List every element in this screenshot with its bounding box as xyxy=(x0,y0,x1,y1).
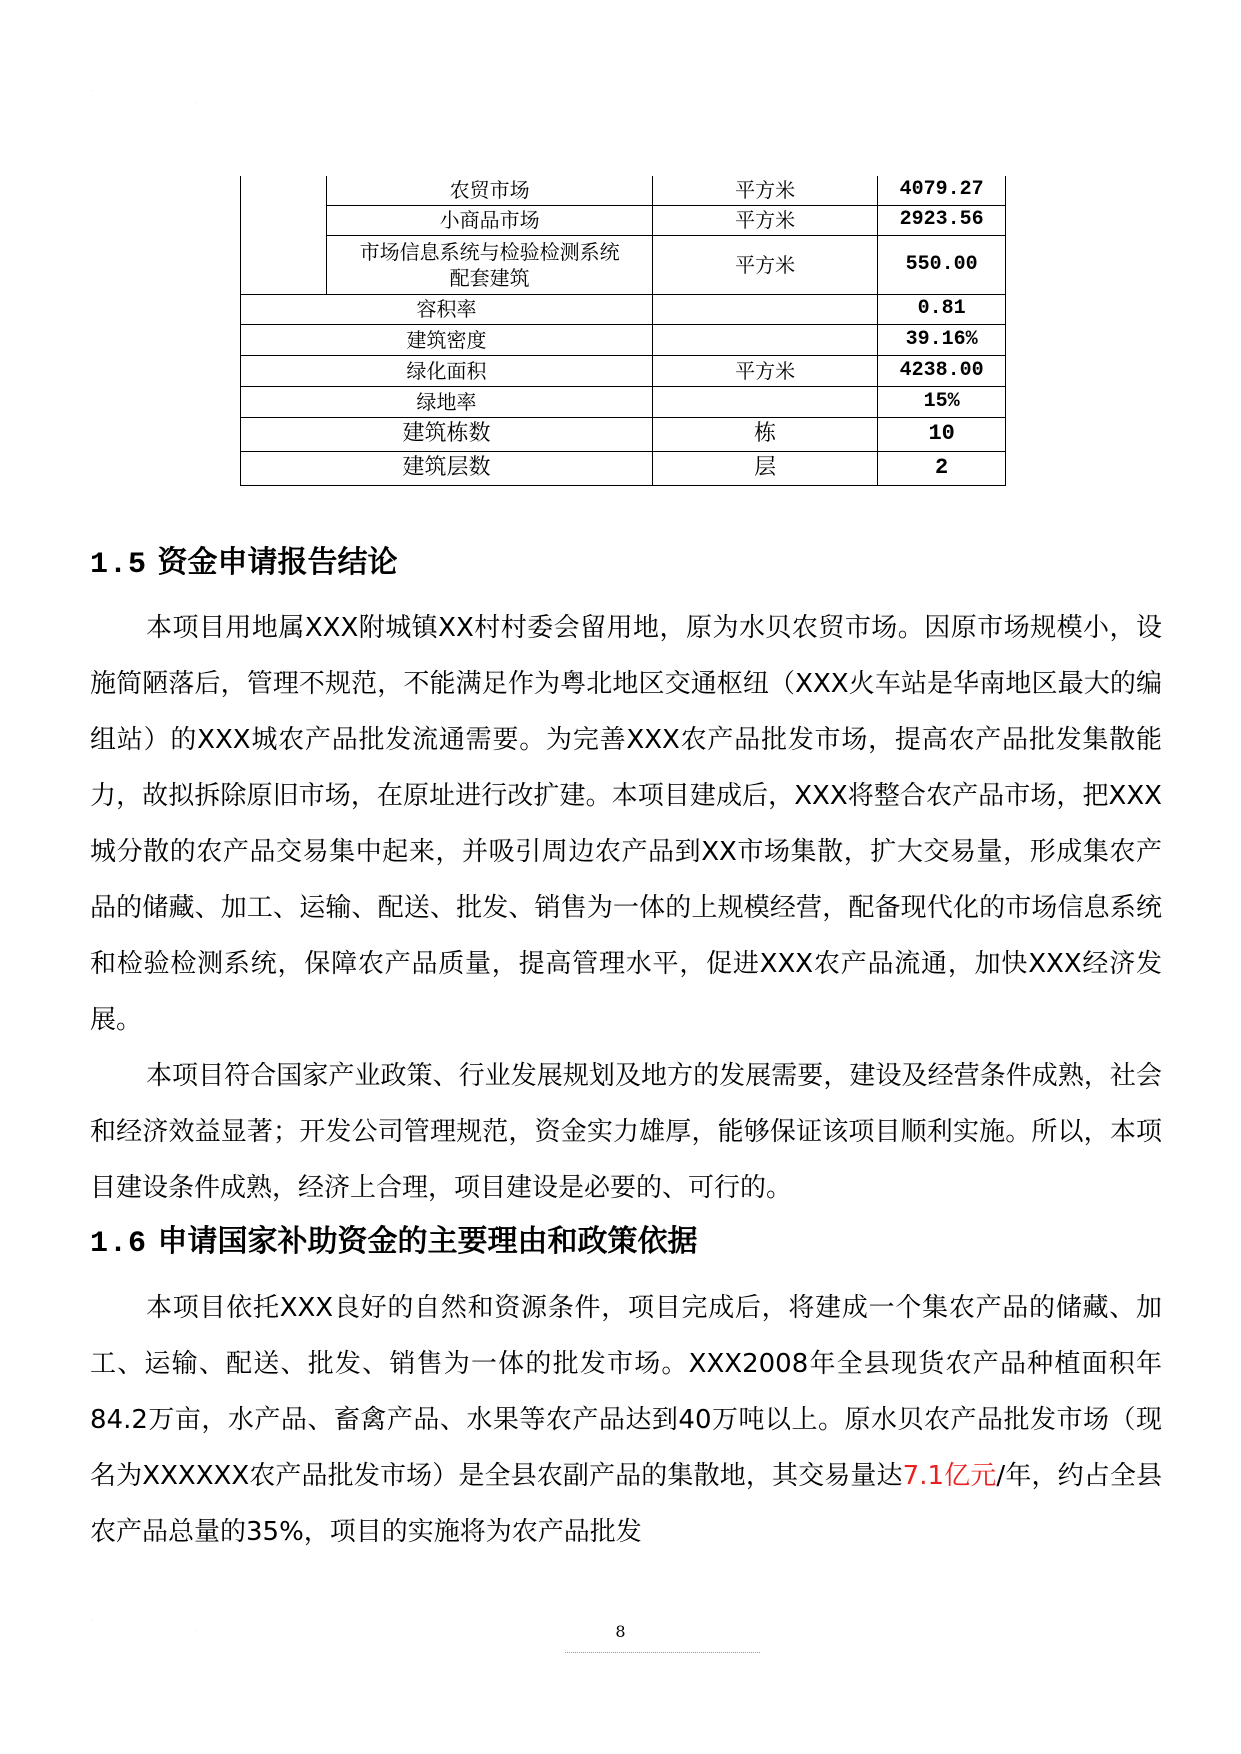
row-name: 绿化面积 xyxy=(241,355,653,386)
table-row xyxy=(241,205,1006,235)
section-number: 1.5 xyxy=(90,548,148,582)
body-paragraph: 本项目用地属XXX附城镇XX村村委会留用地，原为水贝农贸市场。因原市场规模小，设施简陋落后，管理不规范，不能满足作为粤北地区交通枢纽（XXX火车站是华南地区最大的编组站）的XXX城农产品批发流通需要。为完善XXX农产品批发市场，提高农产品批发集散能力，故拟拆除原旧市场，在原址进行改扩建。本项目建成后，XXX将整合农产品市场，把XXX城分散的农产品交易集中起来，并吸引周边农产品到XX市场集散，扩大交易量，形成集农产品的储藏、加工、运输、配送、批发、销售为一体的上规模经营，配备现代化的市场信息系统和检验检测系统，保障农产品质量，提高管理水平，促进XXX农产品流通，加快XXX经济发展。 xyxy=(90,613,1162,1035)
row-value: 39.16% xyxy=(878,324,1006,355)
row-unit: 层 xyxy=(652,451,877,485)
body-paragraph xyxy=(90,1280,1162,1560)
corner-mark: · xyxy=(92,1618,94,1624)
row-value: 4238.00 xyxy=(878,355,1006,386)
row-name: 农贸市场 xyxy=(327,176,653,205)
footer-divider xyxy=(565,1652,760,1653)
table-row xyxy=(241,417,1006,451)
row-unit: 平方米 xyxy=(652,235,877,294)
row-name: 绿地率 xyxy=(241,386,653,417)
table-row xyxy=(241,294,1006,324)
row-name: 容积率 xyxy=(241,294,653,324)
row-unit: 栋 xyxy=(652,417,877,451)
section-number: 1.6 xyxy=(90,1227,148,1261)
page-number: 8 xyxy=(615,1622,626,1641)
table-row xyxy=(241,176,1006,205)
paragraph-text: 本项目依托XXX良好的自然和资源条件，项目完成后，将建成一个集农产品的储藏、加工、运输、配送、批发、销售为一体的批发市场。XXX2008年全县现货农产品种植面积年84.2万亩，水产品、畜禽产品、水果等农产品达到40万吨以上。原水贝农产品批发市场（现名为XXXXXX农产品批发市场）是全县农副产品的集散地，其交易量达 xyxy=(90,1293,1162,1491)
table-row xyxy=(241,386,1006,417)
row-value: 2923.56 xyxy=(878,205,1006,235)
section-heading xyxy=(90,1222,697,1264)
table-row xyxy=(241,324,1006,355)
row-value: 550.00 xyxy=(878,235,1006,294)
row-name: 建筑密度 xyxy=(241,324,653,355)
row-value: 10 xyxy=(878,417,1006,451)
row-unit: 平方米 xyxy=(652,355,877,386)
row-unit xyxy=(652,386,877,417)
corner-mark: · xyxy=(92,88,94,94)
row-unit xyxy=(652,324,877,355)
section-title: 申请国家补助资金的主要理由和政策依据 xyxy=(157,1224,698,1259)
row-name-line: 市场信息系统与检验检测系统 xyxy=(359,239,620,264)
row-name-line: 配套建筑 xyxy=(449,265,530,290)
section-title: 资金申请报告结论 xyxy=(157,545,398,580)
corner-mark: · xyxy=(196,1628,198,1634)
row-value: 15% xyxy=(878,386,1006,417)
row-value: 4079.27 xyxy=(878,176,1006,205)
highlighted-amount: 7.1亿元 xyxy=(902,1461,997,1491)
table-row xyxy=(241,451,1006,485)
table-indent-cell xyxy=(241,176,327,294)
row-unit xyxy=(652,294,877,324)
building-spec-table xyxy=(240,176,1006,486)
section-heading xyxy=(90,543,397,585)
row-name: 建筑栋数 xyxy=(241,417,653,451)
row-value: 0.81 xyxy=(878,294,1006,324)
corner-mark: · xyxy=(196,100,198,106)
row-unit: 平方米 xyxy=(652,176,877,205)
paragraph-text: /年，约占全县农产品总量的35%，项目的实施将为农产品批发 xyxy=(90,1461,1162,1547)
table-row xyxy=(241,355,1006,386)
row-name xyxy=(327,235,653,294)
table-row xyxy=(241,235,1006,294)
row-value: 2 xyxy=(878,451,1006,485)
body-paragraph: 本项目符合国家产业政策、行业发展规划及地方的发展需要，建设及经营条件成熟，社会和经济效益显著；开发公司管理规范，资金实力雄厚，能够保证该项目顺利实施。所以，本项目建设条件成熟，经济上合理，项目建设是必要的、可行的。 xyxy=(90,1061,1162,1203)
row-name: 小商品市场 xyxy=(327,205,653,235)
row-name: 建筑层数 xyxy=(241,451,653,485)
row-unit: 平方米 xyxy=(652,205,877,235)
